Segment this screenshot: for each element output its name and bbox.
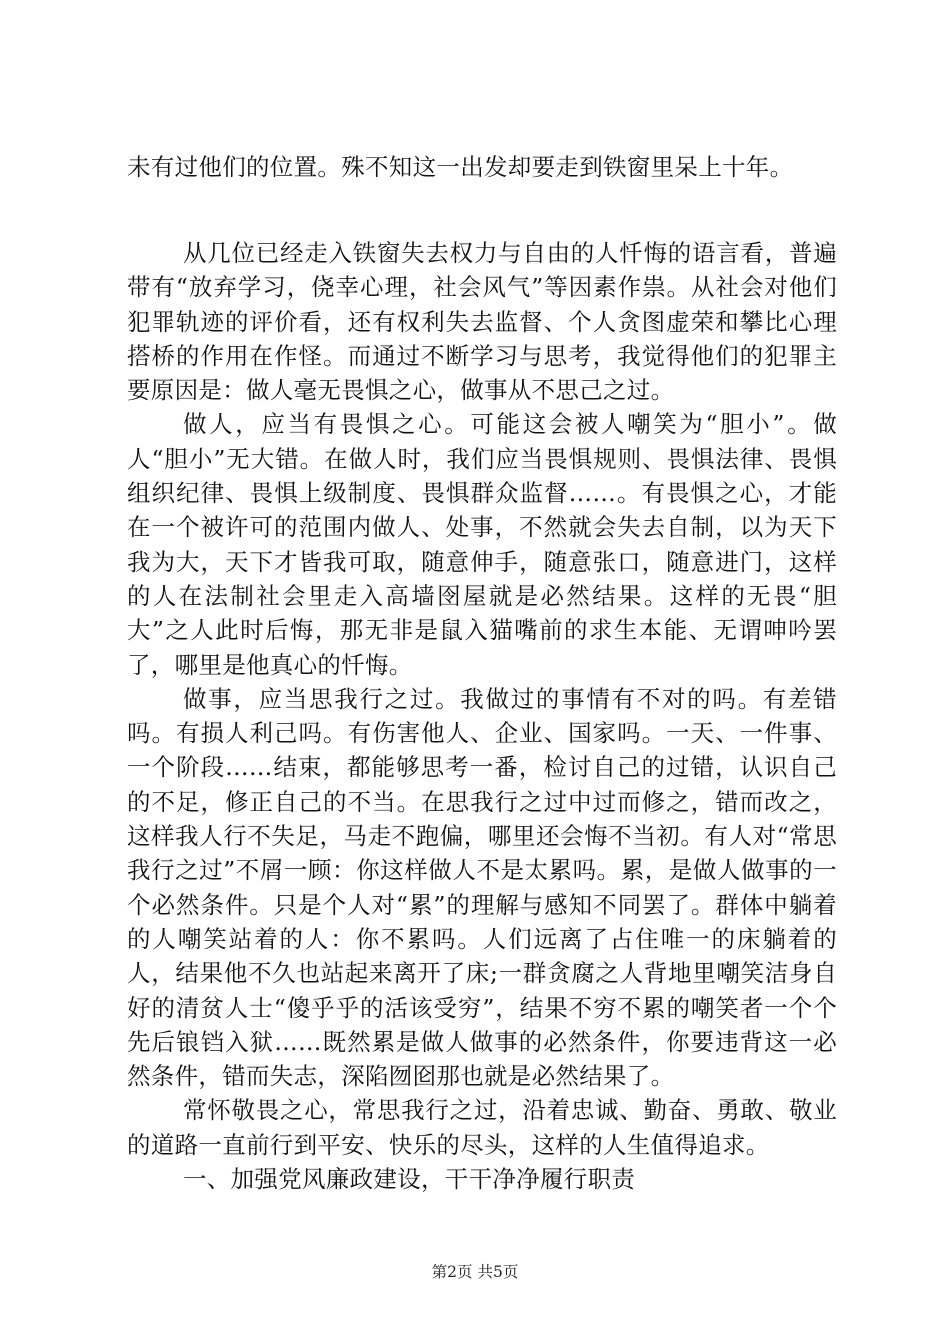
page-footer	[0, 1262, 950, 1282]
section-heading: 一、加强党风廉政建设，干干净净履行职责	[183, 1165, 636, 1194]
continuation-line: 未有过他们的位置。殊不知这一出发却要走到铁窗里呆上十年。	[127, 153, 794, 181]
paragraph-awe: 做人，应当有畏惧之心。可能这会被人嘲笑为“胆小”。做人“胆小”无大错。在做人时，我们应当畏惧规则、畏惧法律、畏惧组织纪律、畏惧上级制度、畏惧群众监督……。有畏惧之心，才能在一个被许可的范围内做人、处事，不然就会失去自制，以为天下我为大，天下才皆我可取，随意伸手，随意张口，随意进门，这样的人在法制社会里走入高墙囹屋就是必然结果。这样的无畏“胆大”之人此时后悔，那无非是鼠入猫嘴前的求生本能、无谓呻吟罢了，哪里是他真心的忏悔。	[127, 410, 837, 679]
paragraph-reasons: 从几位已经走入铁窗失去权力与自由的人忏悔的语言看，普遍带有“放弃学习，侥幸心理，社会风气”等因素作祟。从社会对他们犯罪轨迹的评价看，还有权利失去监督、个人贪图虚荣和攀比心理搭桥的作用在作怪。而通过不断学习与思考，我觉得他们的犯罪主要原因是：做人毫无畏惧之心，做事从不思己之过。	[127, 239, 837, 405]
body-text	[127, 236, 837, 1196]
paragraph-reflection: 做事，应当思我行之过。我做过的事情有不对的吗。有差错吗。有损人利己吗。有伤害他人、企业、国家吗。一天、一件事、一个阶段……结束，都能够思考一番，检讨自己的过错，认识自己的不足，修正自己的不当。在思我行之过中过而修之，错而改之，这样我人行不失足，马走不跑偏，哪里还会悔不当初。有人对“常思我行之过”不屑一顾：你这样做人不是太累吗。累，是做人做事的一个必然条件。只是个人对“累”的理解与感知不同罢了。群体中躺着的人嘲笑站着的人：你不累吗。人们远离了占住唯一的床躺着的人，结果他不久也站起来离开了床;一群贪腐之人背地里嘲笑洁身自好的清贫人士“傻乎乎的活该受穷”，结果不穷不累的嘲笑者一个个先后锒铛入狱……既然累是做人做事的必然条件，你要违背这一必然条件，错而失志，深陷囫囵那也就是必然结果了。	[127, 684, 837, 1091]
page-number: 第2页 共5页	[431, 1263, 519, 1281]
paragraph-conclusion: 常怀敬畏之心，常思我行之过，沿着忠诚、勤奋、勇敢、敬业的道路一直前行到平安、快乐的尽头，这样的人生值得追求。	[127, 1096, 837, 1159]
continuation-block	[127, 150, 837, 184]
